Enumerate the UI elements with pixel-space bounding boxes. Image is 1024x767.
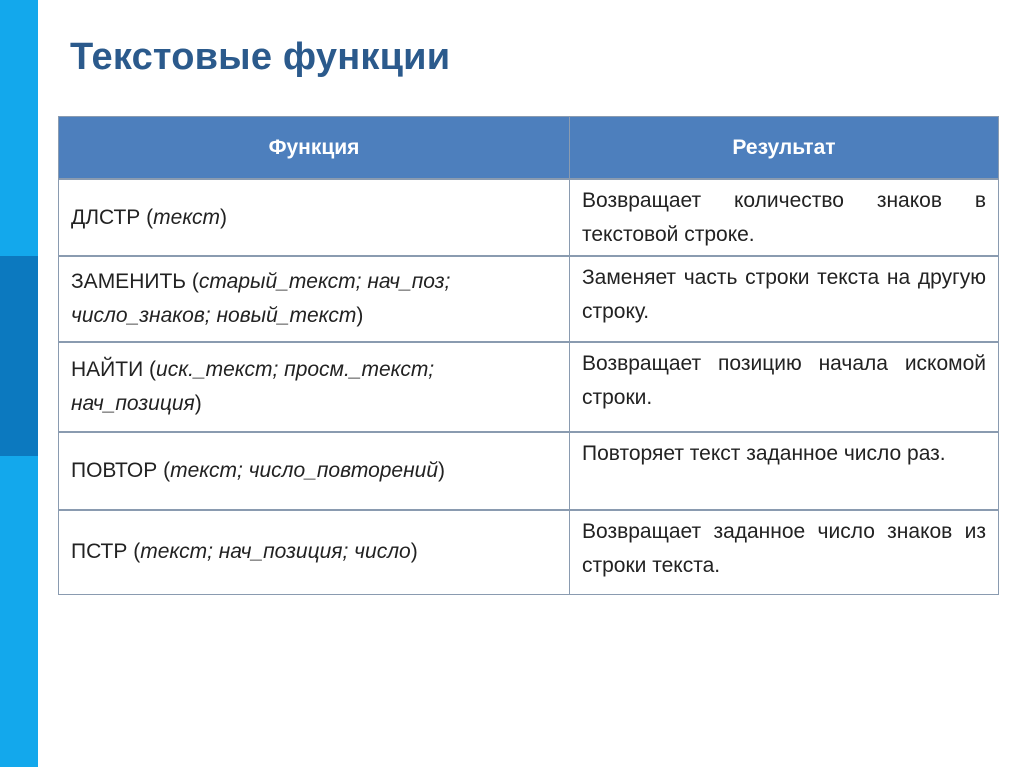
function-args: текст — [153, 205, 220, 229]
paren-close: ) — [194, 392, 202, 415]
function-args: иск._текст; просм._текст; нач_позиция — [71, 358, 435, 415]
result-cell: Заменяет часть строки текста на другую строку. — [570, 256, 999, 342]
function-name: ПСТР — [71, 540, 128, 564]
paren-open: ( — [186, 270, 199, 293]
table-row — [59, 342, 999, 432]
table-row — [59, 510, 999, 594]
paren-close: ) — [220, 205, 227, 229]
functions-table-container — [58, 116, 998, 595]
paren-close: ) — [356, 304, 364, 327]
result-cell: Возвращает количество знаков в текстовой строке. — [570, 179, 999, 256]
paren-open: ( — [140, 205, 154, 229]
function-name: НАЙТИ — [71, 358, 144, 381]
function-name: ЗАМЕНИТЬ — [71, 270, 187, 293]
functions-table — [58, 116, 999, 595]
function-cell — [59, 342, 570, 432]
paren-open: ( — [127, 540, 141, 564]
function-args: текст; нач_позиция; число — [140, 540, 411, 564]
paren-open: ( — [157, 459, 171, 482]
function-name: ДЛСТР — [71, 205, 141, 229]
slide-title: Текстовые функции — [70, 36, 451, 78]
table-row — [59, 256, 999, 342]
function-name: ПОВТОР — [71, 459, 158, 482]
table-row — [59, 432, 999, 510]
result-cell: Возвращает позицию начала искомой строки. — [570, 342, 999, 432]
function-cell — [59, 256, 570, 342]
table-header-row — [59, 117, 999, 180]
function-args: старый_текст; нач_поз; число_знаков; новый_текст — [71, 270, 451, 327]
paren-close: ) — [410, 540, 418, 564]
function-cell — [59, 432, 570, 510]
header-result: Результат — [570, 117, 999, 180]
paren-close: ) — [438, 459, 446, 482]
result-cell: Повторяет текст заданное число раз. — [570, 432, 999, 510]
function-args: текст; число_повторений — [170, 459, 439, 482]
paren-open: ( — [143, 358, 157, 381]
table-row — [59, 179, 999, 256]
function-cell — [59, 510, 570, 594]
header-function: Функция — [59, 117, 570, 180]
side-bar-accent — [0, 256, 38, 456]
result-cell: Возвращает заданное число знаков из строки текста. — [570, 510, 999, 594]
function-cell — [59, 179, 570, 256]
